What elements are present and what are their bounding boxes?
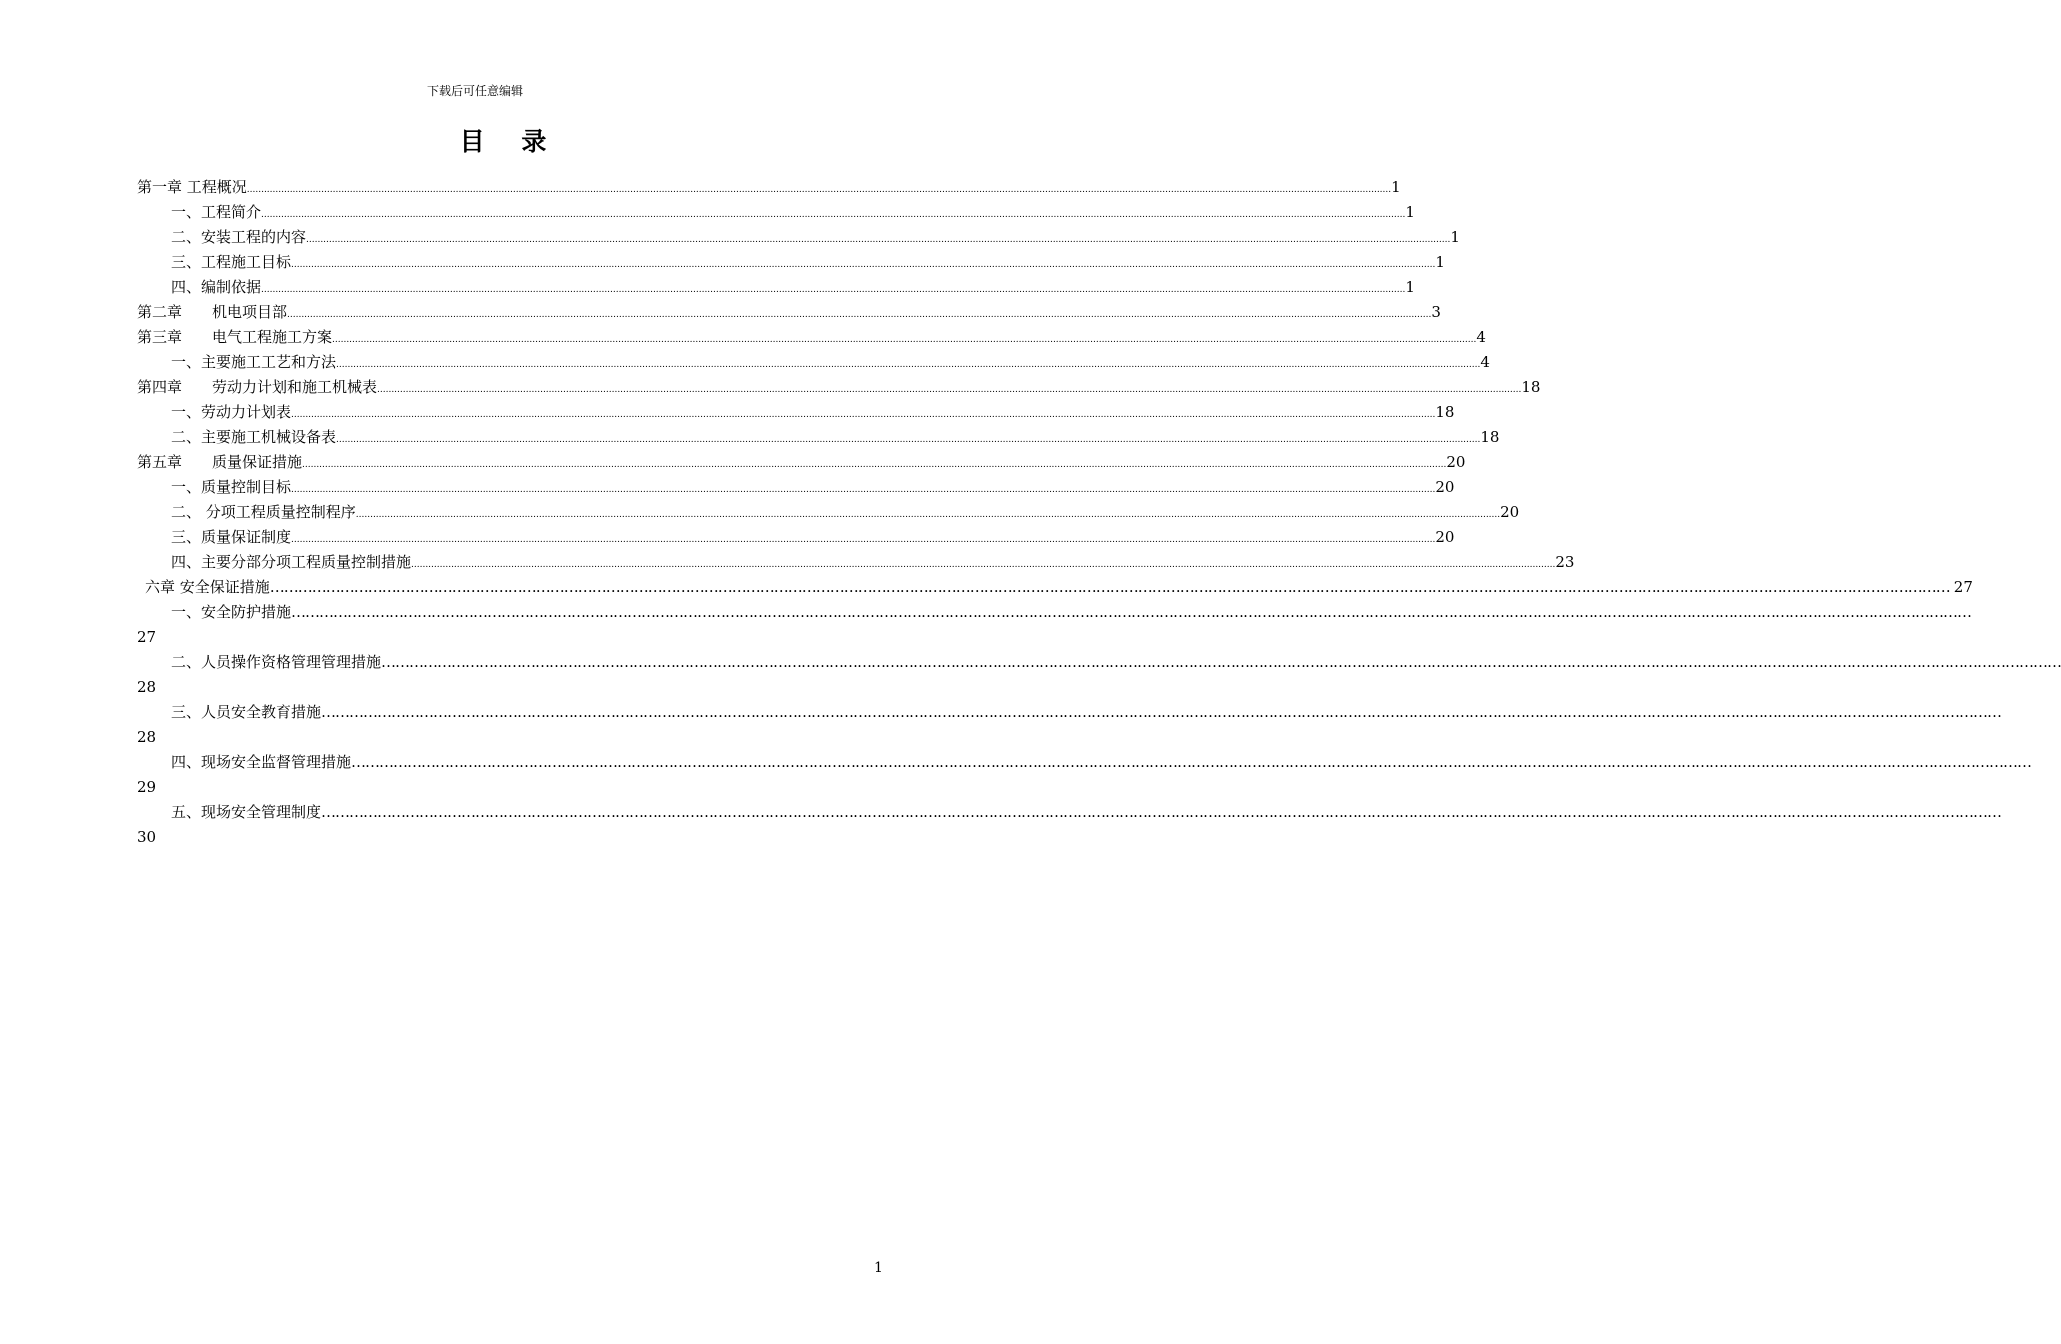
toc-leader-dots: ................................................................................................................................................................................................................................................................................................................................................................................................................ [377,385,1522,395]
toc-entry[interactable] [137,325,1486,350]
table-of-contents [137,175,2061,850]
toc-entry-label: 一、劳动力计划表 [171,403,292,421]
toc-entry-label: 二、安装工程的内容 [171,228,307,246]
toc-entry-page: 30 [137,828,157,846]
toc-leader-dots: ................................................................................................................................................................................................................................................................................................................................................................................................................ [336,360,1481,370]
toc-leader-dots: ................................................................................................................................................................................................................................................................................................................................................................................................................ [302,460,1447,470]
toc-entry[interactable] [137,200,1415,225]
toc-entry[interactable] [137,525,1455,550]
toc-entry[interactable] [137,800,2002,850]
toc-entry-page: 1 [1405,203,1415,221]
toc-entry[interactable] [137,275,1415,300]
toc-entry[interactable] [137,350,1490,375]
toc-leader-dots: ................................................................................................................................................................................................................................................................................................................................................................................................................ [355,510,1501,520]
toc-leader-dots: ……………………………………………………………………………………………………………………………………………………………………………………………………………………………………………………………………………………………………………………………… [269,578,1950,596]
toc-leader-dots: ................................................................................................................................................................................................................................................................................................................................................................................................................ [291,410,1436,420]
toc-leader-dots: ................................................................................................................................................................................................................................................................................................................................................................................................................ [261,210,1406,220]
toc-leader-dots: ................................................................................................................................................................................................................................................................................................................................................................................................................ [246,185,1392,195]
toc-entry-page: 29 [137,778,157,796]
toc-entry-label: 第二章 机电项目部 [137,303,288,321]
toc-entry[interactable] [137,450,1466,475]
toc-entry-page: 18 [1435,403,1455,421]
page-header: 下载后可任意编辑 [426,84,523,98]
toc-leader-dots: ................................................................................................................................................................................................................................................................................................................................................................................................................ [411,560,1556,570]
toc-leader-dots: ................................................................................................................................................................................................................................................................................................................................................................................................................ [287,310,1432,320]
toc-entry-label: 二、人员操作资格管理管理措施 [171,653,382,671]
toc-entry-label: 一、安全防护措施 [171,603,292,621]
toc-entry[interactable] [137,475,1455,500]
toc-leader-dots: ……………………………………………………………………………………………………………………………………………………………………………………………………………………………………………………………………………………………………………………………… [321,703,2002,721]
toc-entry-page: 1 [1391,178,1401,196]
toc-entry[interactable] [137,500,1520,525]
toc-entry-page: 20 [1500,503,1520,521]
toc-entry-page: 20 [1446,453,1466,471]
toc-entry[interactable] [137,600,1972,650]
toc-leader-dots: ……………………………………………………………………………………………………………………………………………………………………………………………………………………………………………………………………………………………………………………………… [291,603,1972,621]
toc-entry[interactable] [137,425,1500,450]
toc-entry-page: 4 [1476,328,1486,346]
page-number: 1 [874,1260,883,1276]
toc-entry-page: 27 [137,628,157,646]
toc-entry[interactable] [137,225,1460,250]
toc-entry[interactable] [137,575,1973,600]
toc-leader-dots: ................................................................................................................................................................................................................................................................................................................................................................................................................ [306,235,1451,245]
toc-entry-page: 18 [1521,378,1541,396]
toc-entry-page: 18 [1480,428,1500,446]
toc-entry-label: 二、 分项工程质量控制程序 [171,503,356,521]
toc-entry-label: 一、工程简介 [171,203,262,221]
toc-entry-page: 1 [1405,278,1415,296]
toc-entry-page: 23 [1555,553,1575,571]
toc-leader-dots: ……………………………………………………………………………………………………………………………………………………………………………………………………………………………………………………………………………………………………………………………… [381,653,2061,671]
toc-leader-dots: ................................................................................................................................................................................................................................................................................................................................................................................................................ [291,260,1436,270]
toc-entry[interactable] [137,400,1455,425]
toc-entry-label: 第一章 工程概况 [137,178,247,196]
toc-entry-label: 二、主要施工机械设备表 [171,428,337,446]
toc-entry-label: 四、编制依据 [171,278,262,296]
toc-entry-label: 三、工程施工目标 [171,253,292,271]
toc-entry-label: 一、质量控制目标 [171,478,292,496]
toc-entry-label: 五、现场安全管理制度 [171,803,322,821]
toc-entry[interactable] [137,175,1401,200]
toc-entry-page: 3 [1431,303,1441,321]
toc-entry-label: 第五章 质量保证措施 [137,453,303,471]
toc-entry-page: 27 [1953,578,1973,596]
toc-entry-page: 1 [1435,253,1445,271]
toc-entry-page: 20 [1435,478,1455,496]
toc-entry[interactable] [137,300,1441,325]
toc-leader-dots: ……………………………………………………………………………………………………………………………………………………………………………………………………………………………………………………………………………………………………………………………… [321,803,2002,821]
toc-leader-dots: ................................................................................................................................................................................................................................................................................................................................................................................................................ [291,485,1436,495]
toc-entry[interactable] [137,250,1445,275]
toc-leader-dots: ................................................................................................................................................................................................................................................................................................................................................................................................................ [332,335,1477,345]
toc-entry-label: 一、主要施工工艺和方法 [171,353,337,371]
toc-entry[interactable] [137,550,1575,575]
toc-entry-page: 20 [1435,528,1455,546]
toc-entry[interactable] [137,650,2061,700]
toc-entry-label: 三、质量保证制度 [171,528,292,546]
toc-entry-page: 1 [1450,228,1460,246]
toc-leader-dots: ................................................................................................................................................................................................................................................................................................................................................................................................................ [261,285,1406,295]
toc-entry-page: 4 [1480,353,1490,371]
toc-entry-label: 四、现场安全监督管理措施 [171,753,352,771]
toc-entry-label: 第三章 电气工程施工方案 [137,328,333,346]
toc-entry[interactable] [137,375,1541,400]
toc-leader-dots: ................................................................................................................................................................................................................................................................................................................................................................................................................ [336,435,1481,445]
toc-entry-label: 第四章 劳动力计划和施工机械表 [137,378,378,396]
toc-entry[interactable] [137,750,2032,800]
toc-entry-page: 28 [137,728,157,746]
toc-leader-dots: ……………………………………………………………………………………………………………………………………………………………………………………………………………………………………………………………………………………………………………………………… [351,753,2032,771]
toc-entry-label: 三、人员安全教育措施 [171,703,322,721]
page-title: 目 录 [459,127,561,156]
toc-leader-dots: ................................................................................................................................................................................................................................................................................................................................................................................................................ [291,535,1436,545]
toc-entry[interactable] [137,700,2002,750]
toc-entry-label: 六章 安全保证措施 [145,578,270,596]
toc-entry-page: 28 [137,678,157,696]
toc-entry-label: 四、主要分部分项工程质量控制措施 [171,553,412,571]
